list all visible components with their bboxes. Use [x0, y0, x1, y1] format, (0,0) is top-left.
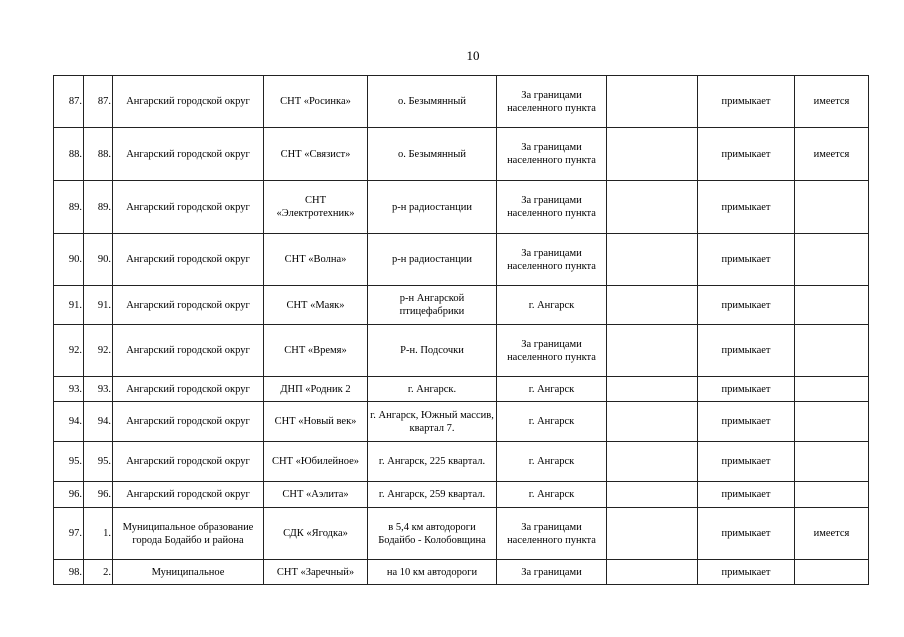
road-access-cell: примыкает — [698, 76, 795, 128]
location-cell: о. Безымянный — [368, 128, 497, 181]
status-cell — [795, 377, 869, 402]
table-body — [54, 76, 869, 585]
table-row — [54, 482, 869, 508]
row-number-cell: 92. — [54, 325, 84, 377]
road-access-cell: примыкает — [698, 402, 795, 442]
status-cell: имеется — [795, 508, 869, 560]
empty-cell — [607, 286, 698, 325]
page-number: 10 — [466, 48, 480, 63]
local-number-cell: 93. — [84, 377, 113, 402]
settlements-table — [53, 75, 869, 585]
settlement-border-cell: г. Ангарск — [497, 402, 607, 442]
table-row — [54, 325, 869, 377]
empty-cell — [607, 402, 698, 442]
row-number-cell: 97. — [54, 508, 84, 560]
settlement-border-cell: г. Ангарск — [497, 377, 607, 402]
local-number-cell: 92. — [84, 325, 113, 377]
local-number-cell: 95. — [84, 442, 113, 482]
municipality-cell: Ангарский городской округ — [113, 286, 264, 325]
table-row — [54, 181, 869, 234]
association-name-cell: ДНП «Родник 2 — [264, 377, 368, 402]
empty-cell — [607, 442, 698, 482]
association-name-cell: СНТ «Волна» — [264, 234, 368, 286]
row-number-cell: 91. — [54, 286, 84, 325]
association-name-cell: СНТ «Маяк» — [264, 286, 368, 325]
status-cell — [795, 402, 869, 442]
settlement-border-cell: За границами населенного пункта — [497, 76, 607, 128]
municipality-cell: Ангарский городской округ — [113, 234, 264, 286]
association-name-cell: СНТ «Заречный» — [264, 560, 368, 585]
municipality-cell: Ангарский городской округ — [113, 181, 264, 234]
location-cell: на 10 км автодороги — [368, 560, 497, 585]
empty-cell — [607, 325, 698, 377]
municipality-cell: Ангарский городской округ — [113, 442, 264, 482]
municipality-cell: Муниципальное — [113, 560, 264, 585]
location-cell: г. Ангарск, 225 квартал. — [368, 442, 497, 482]
settlement-border-cell: За границами населенного пункта — [497, 508, 607, 560]
local-number-cell: 94. — [84, 402, 113, 442]
row-number-cell: 93. — [54, 377, 84, 402]
road-access-cell: примыкает — [698, 181, 795, 234]
settlement-border-cell: За границами населенного пункта — [497, 128, 607, 181]
empty-cell — [607, 234, 698, 286]
local-number-cell: 1. — [84, 508, 113, 560]
road-access-cell: примыкает — [698, 128, 795, 181]
road-access-cell: примыкает — [698, 377, 795, 402]
settlement-border-cell: г. Ангарск — [497, 482, 607, 508]
row-number-cell: 98. — [54, 560, 84, 585]
association-name-cell: СНТ «Время» — [264, 325, 368, 377]
row-number-cell: 95. — [54, 442, 84, 482]
municipality-cell: Ангарский городской округ — [113, 377, 264, 402]
row-number-cell: 88. — [54, 128, 84, 181]
table-row — [54, 442, 869, 482]
local-number-cell: 2. — [84, 560, 113, 585]
table-row — [54, 234, 869, 286]
table-row — [54, 560, 869, 585]
status-cell: имеется — [795, 128, 869, 181]
road-access-cell: примыкает — [698, 560, 795, 585]
settlement-border-cell: За границами — [497, 560, 607, 585]
location-cell: р-н радиостанции — [368, 181, 497, 234]
association-name-cell: СНТ «Юбилейное» — [264, 442, 368, 482]
settlement-border-cell: За границами населенного пункта — [497, 181, 607, 234]
empty-cell — [607, 76, 698, 128]
table-row — [54, 128, 869, 181]
row-number-cell: 94. — [54, 402, 84, 442]
empty-cell — [607, 508, 698, 560]
location-cell: р-н радиостанции — [368, 234, 497, 286]
association-name-cell: СДК «Ягодка» — [264, 508, 368, 560]
settlement-border-cell: г. Ангарск — [497, 442, 607, 482]
association-name-cell: СНТ «Росинка» — [264, 76, 368, 128]
table-row — [54, 377, 869, 402]
empty-cell — [607, 128, 698, 181]
local-number-cell: 90. — [84, 234, 113, 286]
status-cell — [795, 482, 869, 508]
local-number-cell: 96. — [84, 482, 113, 508]
municipality-cell: Ангарский городской округ — [113, 128, 264, 181]
location-cell: Р-н. Подсочки — [368, 325, 497, 377]
settlement-border-cell: За границами населенного пункта — [497, 234, 607, 286]
municipality-cell: Ангарский городской округ — [113, 482, 264, 508]
status-cell — [795, 560, 869, 585]
local-number-cell: 87. — [84, 76, 113, 128]
road-access-cell: примыкает — [698, 325, 795, 377]
road-access-cell: примыкает — [698, 508, 795, 560]
road-access-cell: примыкает — [698, 482, 795, 508]
location-cell: в 5,4 км автодороги Бодайбо - Колобовщина — [368, 508, 497, 560]
municipality-cell: Ангарский городской округ — [113, 325, 264, 377]
status-cell — [795, 286, 869, 325]
status-cell — [795, 181, 869, 234]
road-access-cell: примыкает — [698, 234, 795, 286]
local-number-cell: 89. — [84, 181, 113, 234]
status-cell — [795, 234, 869, 286]
location-cell: р-н Ангарской птицефабрики — [368, 286, 497, 325]
empty-cell — [607, 560, 698, 585]
local-number-cell: 88. — [84, 128, 113, 181]
settlement-border-cell: За границами населенного пункта — [497, 325, 607, 377]
empty-cell — [607, 377, 698, 402]
municipality-cell: Ангарский городской округ — [113, 402, 264, 442]
row-number-cell: 89. — [54, 181, 84, 234]
association-name-cell: СНТ «Связист» — [264, 128, 368, 181]
municipality-cell: Муниципальное образование города Бодайбо и района — [113, 508, 264, 560]
status-cell — [795, 442, 869, 482]
row-number-cell: 96. — [54, 482, 84, 508]
empty-cell — [607, 482, 698, 508]
table-row — [54, 286, 869, 325]
location-cell: г. Ангарск. — [368, 377, 497, 402]
status-cell — [795, 325, 869, 377]
settlement-border-cell: г. Ангарск — [497, 286, 607, 325]
association-name-cell: СНТ «Новый век» — [264, 402, 368, 442]
location-cell: г. Ангарск, Южный массив, квартал 7. — [368, 402, 497, 442]
location-cell: о. Безымянный — [368, 76, 497, 128]
road-access-cell: примыкает — [698, 442, 795, 482]
association-name-cell: СНТ «Электротехник» — [264, 181, 368, 234]
row-number-cell: 90. — [54, 234, 84, 286]
table-row — [54, 402, 869, 442]
table-row — [54, 76, 869, 128]
local-number-cell: 91. — [84, 286, 113, 325]
municipality-cell: Ангарский городской округ — [113, 76, 264, 128]
location-cell: г. Ангарск, 259 квартал. — [368, 482, 497, 508]
row-number-cell: 87. — [54, 76, 84, 128]
empty-cell — [607, 181, 698, 234]
status-cell: имеется — [795, 76, 869, 128]
association-name-cell: СНТ «Аэлита» — [264, 482, 368, 508]
table-row — [54, 508, 869, 560]
road-access-cell: примыкает — [698, 286, 795, 325]
